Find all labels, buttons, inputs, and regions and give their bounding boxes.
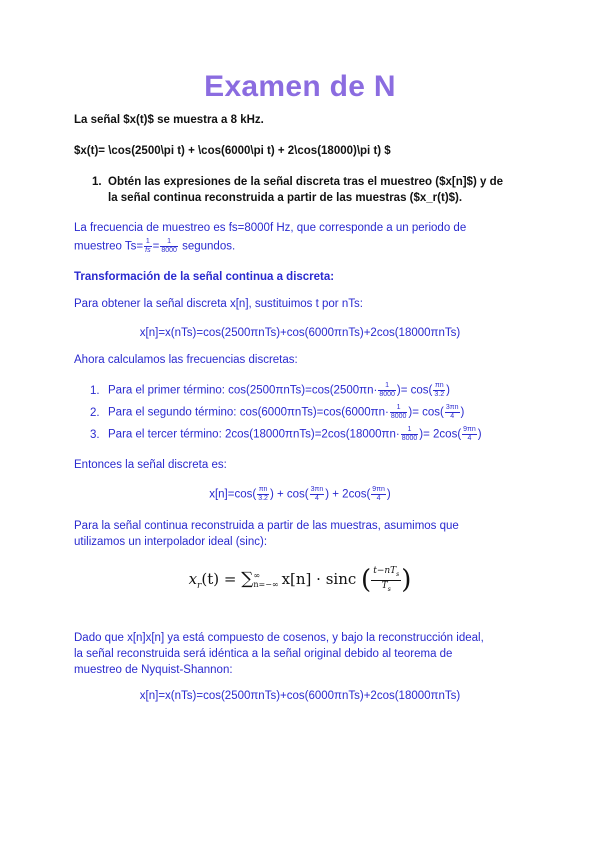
frac-den: 8000 — [401, 435, 418, 442]
freq-step-2 — [90, 404, 464, 421]
frac-num: πn — [258, 486, 268, 493]
question-item-line1: Obtén las expresiones de la señal discreta tras el muestreo ($x[n]$) y de — [108, 176, 503, 188]
discrete-frac — [257, 486, 269, 503]
frac-num: πn — [434, 382, 444, 389]
step-end: ) — [460, 406, 465, 419]
discrete-part: ) + 2cos( — [325, 488, 371, 501]
sinc-argument-frac — [371, 566, 401, 595]
question-item-number: 1. — [92, 176, 102, 188]
question-intro: La señal $x(t)$ se muestra a 8 kHz. — [74, 114, 264, 126]
formula-lhs-arg: (t) = — [201, 570, 242, 588]
frac-1-over-fs — [144, 238, 151, 255]
frac-1-over-8000 — [160, 238, 178, 255]
discrete-signal — [0, 486, 600, 503]
sum-limits — [253, 571, 278, 589]
frac-den: 8000 — [379, 391, 395, 398]
formula-lhs-sub: r — [197, 581, 202, 591]
discrete-frac — [371, 486, 386, 503]
sampling-eq: = — [152, 240, 160, 253]
freq-step-3 — [90, 426, 482, 443]
sampling-suffix: segundos. — [182, 240, 236, 253]
step-mid: )= cos( — [408, 406, 444, 419]
conclusion-line3: muestreo de Nyquist-Shannon: — [74, 664, 233, 676]
paren-open: ( — [361, 565, 372, 595]
sum-upper: ∞ — [253, 571, 261, 580]
discrete-frac — [310, 486, 325, 503]
sampling-line2 — [74, 238, 235, 255]
step-prefix: Para el segundo término: cos(6000πnTs)=cos(6000πn· — [108, 406, 389, 419]
frac-den: 3.2 — [258, 495, 268, 502]
step-prefix: Para el primer término: cos(2500πnTs)=cos(2500πn· — [108, 384, 378, 397]
step-frac — [462, 426, 477, 443]
discrete-part: ) + cos( — [269, 488, 309, 501]
step-end: ) — [477, 428, 482, 441]
xn-formula: x[n]=x(nTs)=cos(2500πnTs)+cos(6000πnTs)+2cos(18000πnTs) — [139, 327, 461, 339]
sinc-interpolation-formula — [0, 565, 600, 595]
step-frac — [433, 382, 445, 399]
recon-line1: Para la señal continua reconstruida a partir de las muestras, asumimos que — [74, 520, 459, 532]
step-prefix: Para el tercer término: 2cos(18000πnTs)=2cos(18000πn· — [108, 428, 400, 441]
frac-den-sub: s — [387, 585, 391, 593]
conclusion-line2: la señal reconstruida será idéntica a la señal original debido al teorema de — [74, 648, 453, 660]
frac-num: 1 — [160, 238, 178, 247]
conclusion-line1: Dado que x[n]x[n] ya está compuesto de cosenos, y bajo la reconstrucción ideal, — [74, 632, 484, 644]
question-signal: $x(t)= \cos(2500\pi t) + \cos(6000\pi t) + 2\cos(18000)\pi t) $ — [74, 145, 391, 157]
frac-den: 4 — [450, 413, 455, 420]
frac-num — [371, 566, 401, 581]
page-title: Examen de N — [204, 70, 396, 103]
step-mid: )= 2cos( — [419, 428, 462, 441]
final-formula: x[n]=x(nTs)=cos(2500πnTs)+cos(6000πnTs)+2cos(18000πnTs) — [139, 690, 461, 702]
sum-lower: n=−∞ — [253, 580, 279, 589]
frac-den: 8000 — [390, 413, 407, 420]
frac-num-text: t−nT — [373, 565, 397, 576]
step-mid: )= cos( — [396, 384, 433, 397]
step-frac — [378, 382, 396, 399]
freq-intro: Ahora calculamos las frecuencias discretas: — [74, 354, 298, 366]
sampling-prefix: muestreo Ts= — [74, 240, 144, 253]
frac-den: 4 — [467, 435, 472, 442]
paren-close: ) — [401, 565, 412, 595]
discrete-intro: Entonces la señal discreta es: — [74, 459, 227, 471]
step-frac — [401, 426, 419, 443]
frac-num: 1 — [401, 426, 419, 435]
recon-line2: utilizamos un interpolador ideal (sinc): — [74, 536, 268, 548]
sum-symbol: ∑ — [241, 569, 254, 589]
frac-den: fs — [145, 247, 151, 254]
frac-den — [371, 581, 401, 595]
frac-num: 3πn — [310, 486, 324, 493]
step-number: 2. — [90, 406, 100, 419]
step-frac — [390, 404, 408, 421]
step-number: 1. — [90, 384, 100, 397]
freq-step-1 — [90, 382, 450, 399]
frac-den: 4 — [314, 495, 319, 502]
step-frac — [445, 404, 460, 421]
frac-num-sub: s — [396, 570, 400, 578]
frac-num: 9πn — [372, 486, 385, 493]
frac-num: 1 — [145, 238, 150, 245]
substitution-text: Para obtener la señal discreta x[n], sustituimos t por nTs: — [74, 298, 363, 310]
formula-term: x[n] · sinc — [281, 570, 357, 588]
frac-num: 3πn — [445, 404, 459, 411]
frac-num: 1 — [390, 404, 408, 413]
sampling-line1: La frecuencia de muestreo es fs=8000f Hz, que corresponde a un periodo de — [74, 222, 467, 234]
frac-den-text: T — [381, 580, 388, 591]
frac-den: 4 — [376, 495, 381, 502]
formula-lhs: x — [188, 570, 198, 588]
section-heading: Transformación de la señal continua a discreta: — [74, 271, 335, 283]
frac-den: 3.2 — [434, 391, 445, 398]
step-end: ) — [446, 384, 450, 397]
frac-num: 1 — [378, 382, 396, 391]
question-item-line2: la señal continua reconstruida a partir de las muestras ($x_r(t)$). — [108, 192, 463, 204]
discrete-part: x[n]=cos( — [209, 488, 257, 501]
step-number: 3. — [90, 428, 100, 441]
frac-den: 8000 — [161, 247, 177, 254]
frac-num: 9πn — [463, 426, 476, 433]
discrete-part: ) — [386, 488, 391, 501]
